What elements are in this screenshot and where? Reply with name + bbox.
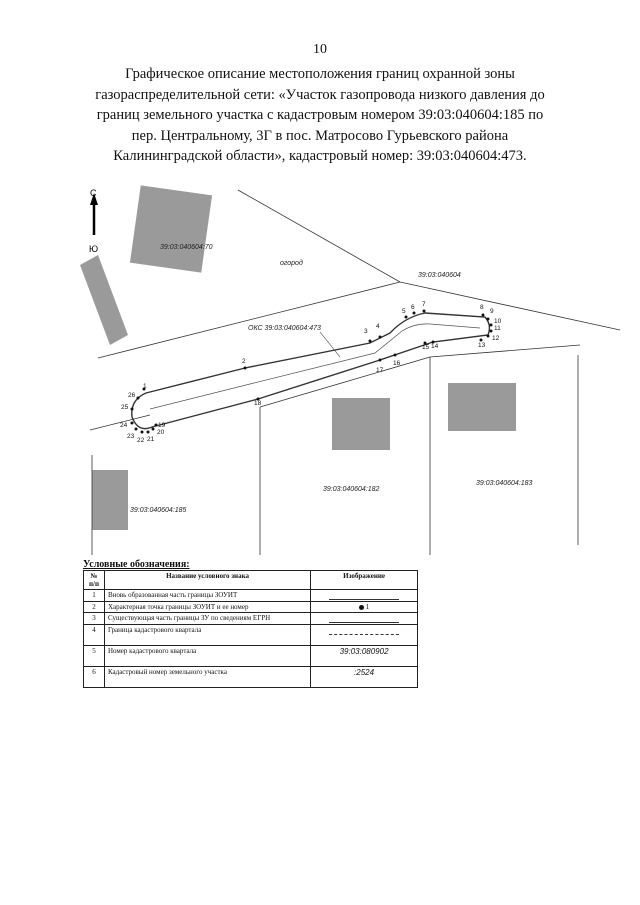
point-label: 13 (478, 342, 486, 349)
building-left-strip (80, 255, 128, 345)
title-line: Графическое описание местоположения границ охранной зоны (125, 66, 515, 82)
point-label: 19 (158, 422, 166, 429)
point-label: 10 (494, 318, 502, 325)
pipeline-line (150, 324, 480, 409)
point-label: 4 (376, 323, 380, 330)
point-label: 21 (147, 436, 155, 443)
legend-name: Вновь образованная часть границы ЗОУИТ (104, 590, 310, 602)
title-line: газораспределительной сети: «Участок газопровода низкого давления до (95, 86, 545, 103)
legend-title: Условные обозначения: (83, 559, 190, 570)
title-line: пер. Центральному, 3Г в пос. Матросово Гурьевского района (131, 127, 509, 144)
building-parcel-185 (92, 470, 128, 530)
solid-line-symbol (329, 599, 399, 600)
title-line: Калининградской области», кадастровый номер: 39:03:040604:473. (113, 148, 527, 164)
legend-name: Характерная точка границы ЗОУИТ и ее номер (104, 602, 310, 613)
point-label: 6 (411, 304, 415, 311)
label-garden: огород (280, 260, 303, 267)
solid-line-symbol (329, 622, 399, 623)
legend-row (84, 613, 418, 625)
label-oks: ОКС 39:03:040604:473 (248, 325, 321, 332)
legend-name: Граница кадастрового квартала (104, 625, 310, 646)
legend-header-row (84, 571, 418, 590)
compass-north-label: С (90, 188, 97, 198)
legend-image-text: :2524 (311, 667, 418, 688)
point-label: 16 (393, 360, 401, 367)
compass (89, 188, 98, 254)
legend-row (84, 590, 418, 602)
point-label: 22 (137, 437, 145, 444)
legend-table (83, 570, 418, 688)
point-label: 12 (492, 335, 500, 342)
label-parcel-70: 39:03:040604:70 (160, 244, 213, 251)
zone-points (120, 301, 502, 444)
point-label: 17 (376, 367, 384, 374)
building-parcel-182 (332, 398, 390, 450)
compass-south-label: Ю (89, 244, 99, 254)
legend-row (84, 667, 418, 688)
legend-header-name: Название условного знака (104, 571, 310, 590)
legend-num: 1 (84, 590, 105, 602)
page-number: 10 (313, 42, 327, 57)
point-label: 15 (422, 344, 430, 351)
legend-num: 6 (84, 667, 105, 688)
legend-row (84, 602, 418, 613)
legend-num: 5 (84, 646, 105, 667)
legend-image-text: 39:03:080902 (311, 646, 418, 667)
point-label: 26 (128, 392, 136, 399)
cadastral-map (80, 185, 620, 555)
legend-image (311, 613, 418, 625)
point-label: 23 (127, 433, 135, 440)
legend-num: 4 (84, 625, 105, 646)
point-label: 5 (402, 308, 406, 315)
title-line: границ земельного участка с кадастровым номером 39:03:040604:185 по (96, 107, 544, 123)
legend-name: Существующая часть границы ЗУ по сведениям ЕГРН (104, 613, 310, 625)
legend-header-num: № п/п (84, 571, 105, 590)
point-dot-icon (359, 605, 364, 610)
legend-image (311, 602, 418, 613)
point-label: 7 (422, 301, 426, 308)
legend-header-image: Изображение (311, 571, 418, 590)
point-label: 24 (120, 422, 128, 429)
legend-image (311, 590, 418, 602)
point-label: 14 (431, 343, 439, 350)
point-label: 20 (157, 429, 165, 436)
legend-num: 3 (84, 613, 105, 625)
legend-row (84, 646, 418, 667)
point-label: 25 (121, 404, 129, 411)
legend-name: Номер кадастрового квартала (104, 646, 310, 667)
label-quarter: 39:03:040604 (418, 272, 461, 279)
legend-num: 2 (84, 602, 105, 613)
dashed-line-symbol (329, 634, 399, 635)
point-label: 18 (254, 400, 262, 407)
legend-name: Кадастровый номер земельного участка (104, 667, 310, 688)
building-parcel-70 (130, 185, 212, 272)
point-label: 8 (480, 304, 484, 311)
label-parcel-183: 39:03:040604:183 (476, 480, 533, 487)
label-parcel-182: 39:03:040604:182 (323, 486, 380, 493)
point-label: 3 (364, 328, 368, 335)
point-label: 2 (242, 358, 246, 365)
point-label: 11 (494, 325, 501, 332)
legend-row (84, 625, 418, 646)
label-parcel-185: 39:03:040604:185 (130, 507, 187, 514)
point-dot-label: 1 (365, 603, 370, 611)
building-parcel-183 (448, 383, 516, 431)
point-label: 9 (490, 308, 494, 315)
point-label: 1 (143, 383, 147, 390)
page-title (70, 64, 570, 167)
legend-image (311, 625, 418, 646)
oks-leader (320, 332, 340, 357)
